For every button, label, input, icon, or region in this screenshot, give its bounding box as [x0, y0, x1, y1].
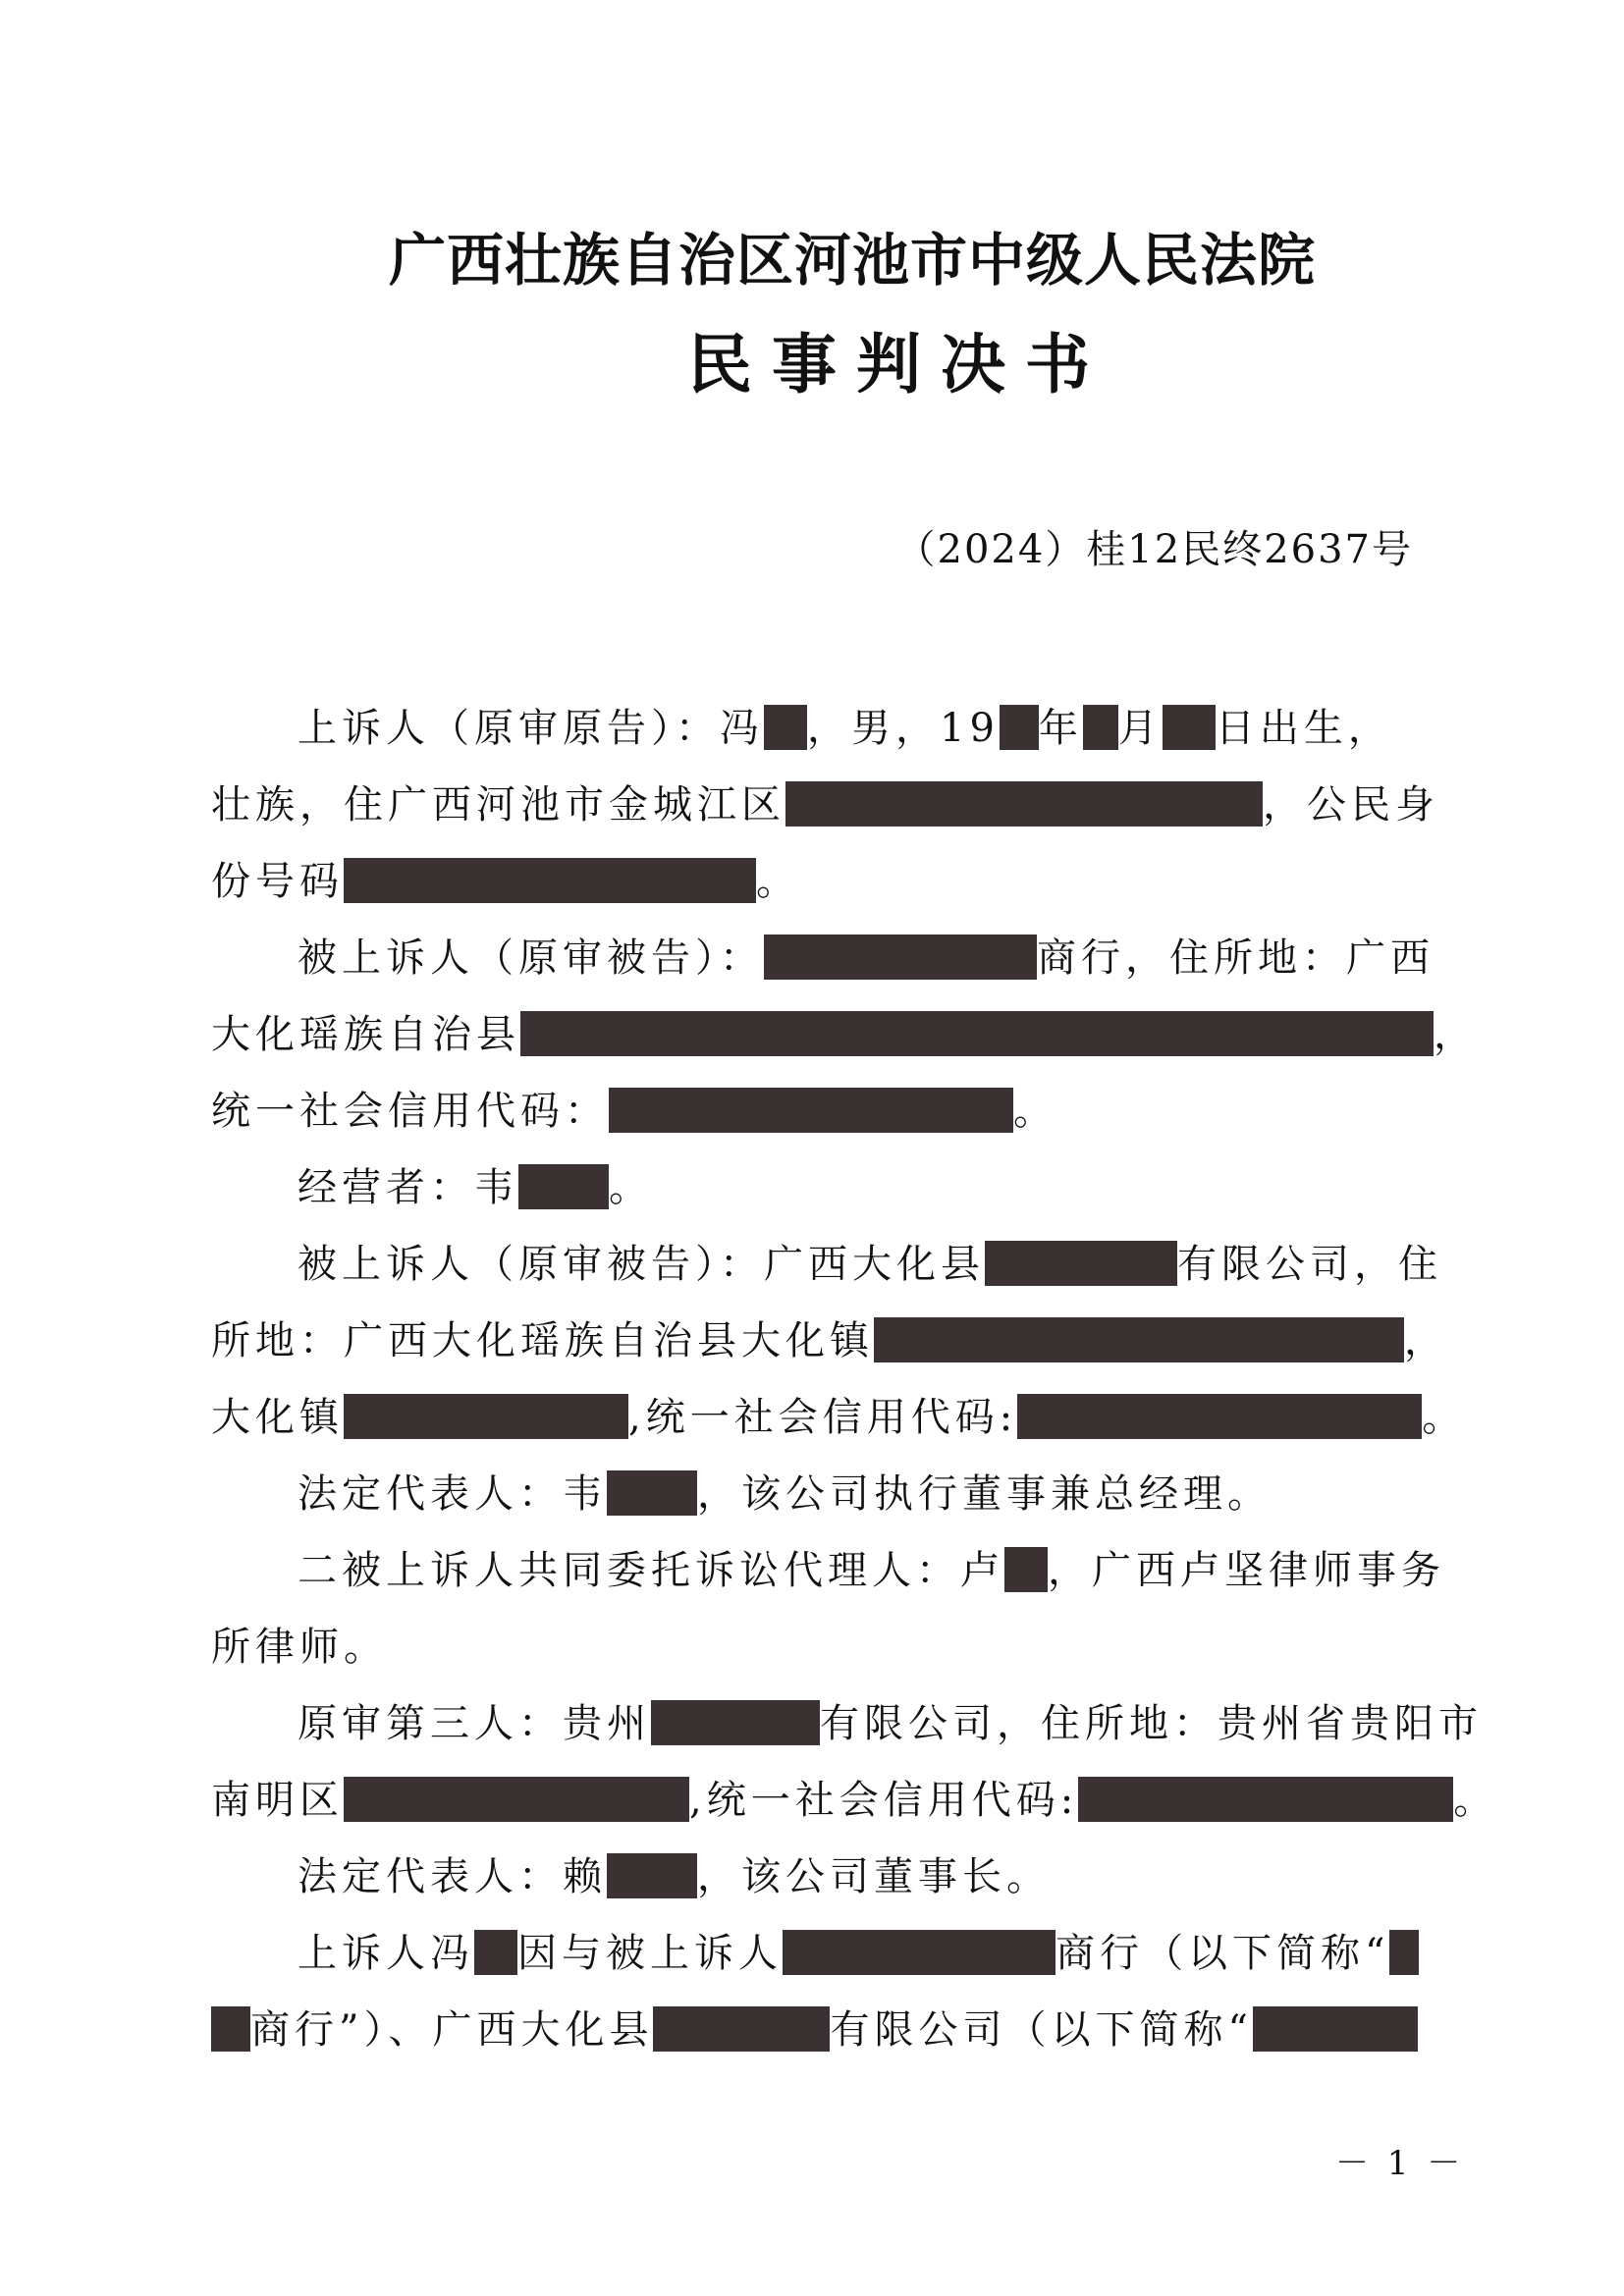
redaction-block [1083, 705, 1118, 750]
text-segment: 被上诉人（原审被告）：广西大化县 [298, 1242, 985, 1287]
appellee2-line-3 [211, 1386, 1466, 1442]
redaction-block [651, 1700, 820, 1745]
appellee1-line-3 [211, 1080, 1057, 1136]
redaction-block [344, 1394, 628, 1439]
redaction-block [1000, 705, 1039, 750]
text-segment: 大化镇 [211, 1395, 344, 1440]
text-segment: 壮族，住广西河池市金城江区 [211, 782, 785, 828]
redaction-block [518, 1164, 609, 1209]
redaction-block [607, 1470, 697, 1516]
redaction-block [520, 1011, 1434, 1056]
case-number: （2024）桂12民终2637号 [895, 527, 1413, 572]
text-segment: 。 [1013, 1089, 1057, 1134]
operator-line [298, 1156, 653, 1212]
text-segment: ，该公司执行董事兼总经理。 [697, 1471, 1272, 1517]
text-segment: 所地：广西大化瑶族自治县大化镇 [211, 1318, 874, 1363]
page-number: － 1 － [1335, 2144, 1465, 2183]
text-segment: 二被上诉人共同委托诉讼代理人：卢 [298, 1548, 1004, 1593]
appellant-line-3 [211, 850, 800, 906]
text-segment: 商行（以下简称“ [1056, 1931, 1390, 1976]
text-segment: ,统一社会信用代码: [689, 1778, 1079, 1823]
text-segment: ，男，19 [807, 706, 1000, 751]
text-segment: ，广西卢坚律师事务 [1048, 1548, 1445, 1593]
text-segment: 。 [609, 1165, 653, 1210]
redaction-block [764, 705, 807, 750]
text-segment: 大化瑶族自治县 [211, 1012, 520, 1057]
text-segment: ,统一社会信用代码: [628, 1395, 1018, 1440]
text-segment: 商行，住所地：广西 [1037, 935, 1435, 981]
document-title: 民事判决书 [687, 326, 1110, 402]
text-segment: 南明区 [211, 1778, 344, 1823]
text-segment: 有限公司（以下简称“ [830, 2007, 1253, 2053]
text-segment: 。 [756, 859, 800, 904]
summary-line-2 [211, 1999, 1418, 2055]
appellee1-line-2 [211, 1003, 1478, 1059]
text-segment: 商行”）、广西大化县 [250, 2007, 654, 2053]
redaction-block [1163, 705, 1216, 750]
appellee2-line-1 [298, 1233, 1442, 1289]
redaction-block [474, 1930, 517, 1975]
text-segment: 经营者：韦 [298, 1165, 518, 1210]
redaction-block [1004, 1547, 1048, 1592]
summary-line-1 [298, 1922, 1419, 1978]
representative-line-1 [298, 1463, 1272, 1519]
agent-line-1 [298, 1539, 1445, 1595]
text-segment: 统一社会信用代码： [211, 1089, 609, 1134]
text-segment: 有限公司，住 [1177, 1242, 1442, 1287]
text-segment: 因与被上诉人 [517, 1931, 783, 1976]
text-segment: 。 [1422, 1395, 1467, 1440]
representative-line-2 [298, 1845, 1051, 1901]
text-segment: 。 [1453, 1778, 1498, 1823]
appellee1-line-1 [298, 927, 1435, 983]
appellant-line-1 [298, 697, 1392, 753]
text-segment: 份号码 [211, 859, 344, 904]
text-segment: 年 [1038, 706, 1083, 751]
redaction-block [653, 2006, 830, 2052]
appellee2-line-2 [211, 1309, 1448, 1365]
court-name: 广西壮族自治区河池市中级人民法院 [389, 227, 1317, 294]
redaction-block [874, 1317, 1404, 1362]
text-segment: 月 [1117, 706, 1163, 751]
third-party-line-1 [298, 1692, 1483, 1748]
agent-line-2 [211, 1616, 388, 1672]
text-segment: 法定代表人：赖 [298, 1854, 607, 1899]
text-segment: ，该公司董事长。 [697, 1854, 1051, 1899]
text-segment: ， [1404, 1318, 1448, 1363]
text-segment: 原审第三人：贵州 [298, 1701, 651, 1746]
text-segment: ， [1434, 1012, 1478, 1057]
text-segment: 上诉人冯 [298, 1931, 474, 1976]
text-segment: ，公民身 [1263, 782, 1439, 828]
redaction-block [211, 2006, 250, 2052]
third-party-line-2 [211, 1769, 1497, 1825]
text-segment: 日出生， [1215, 706, 1392, 751]
redaction-block [1253, 2006, 1418, 2052]
redaction-block [783, 1930, 1056, 1975]
text-segment: 被上诉人（原审被告）： [298, 935, 764, 981]
redaction-block [785, 781, 1263, 827]
text-segment: 法定代表人：韦 [298, 1471, 607, 1517]
text-segment: 所律师。 [211, 1625, 388, 1670]
redaction-block [764, 934, 1037, 980]
appellant-line-2 [211, 774, 1439, 829]
redaction-block [607, 1853, 697, 1898]
redaction-block [1078, 1777, 1453, 1822]
redaction-block [344, 1777, 689, 1822]
text-segment: 有限公司，住所地：贵州省贵阳市 [820, 1701, 1483, 1746]
redaction-block [344, 858, 756, 903]
redaction-block [609, 1088, 1013, 1133]
redaction-block [1389, 1930, 1419, 1975]
redaction-block [985, 1241, 1177, 1286]
text-segment: 上诉人（原审原告）：冯 [298, 706, 764, 751]
redaction-block [1017, 1394, 1422, 1439]
